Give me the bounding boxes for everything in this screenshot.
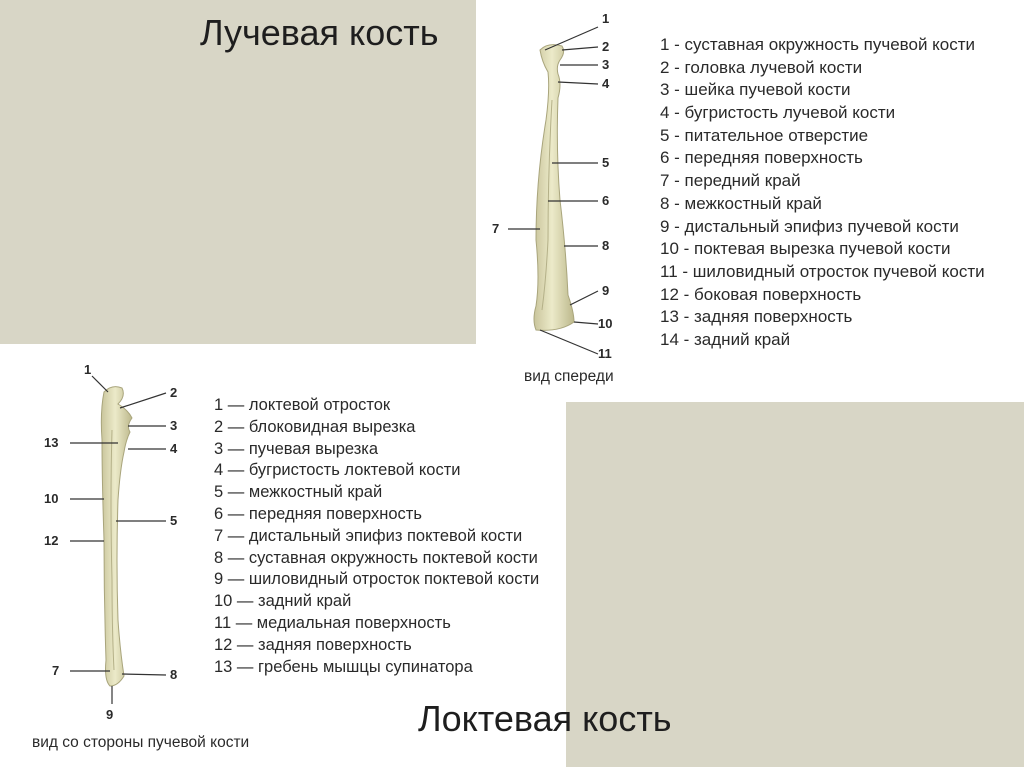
ulna-marker-5: 5 [170, 513, 178, 528]
radius-view-caption: вид спереди [524, 368, 614, 385]
radius-legend-item: 6 - передняя поверхность [660, 148, 863, 168]
radius-marker-10: 10 [598, 316, 613, 331]
radius-marker-8: 8 [602, 238, 610, 253]
radius-marker-7: 7 [492, 221, 500, 236]
ulna-legend-item: 5 — межкостный край [214, 483, 383, 502]
ulna-marker-1: 1 [84, 362, 92, 377]
ulna-legend-item: 3 — пучевая вырезка [214, 439, 379, 458]
radius-title: Лучевая кость [200, 12, 439, 53]
radius-legend-item: 5 - питательное отверстие [660, 125, 869, 145]
radius-marker-2: 2 [602, 39, 610, 54]
ulna-legend-item: 11 — медиальная поверхность [214, 613, 451, 632]
ulna-legend-item: 2 — блоковидная вырезка [214, 417, 416, 436]
ulna-marker-2: 2 [170, 385, 178, 400]
ulna-marker-13: 13 [44, 435, 59, 450]
ulna-legend-item: 6 — передняя поверхность [214, 504, 422, 523]
radius-legend-item: 14 - задний край [660, 329, 791, 349]
radius-legend-item: 4 - бугристость лучевой кости [660, 103, 896, 123]
radius-legend-item: 8 - межкостный край [660, 193, 822, 213]
radius-legend-item: 9 - дистальный эпифиз пучевой кости [660, 216, 959, 236]
ulna-legend-item: 9 — шиловидный отросток поктевой кости [214, 570, 540, 589]
ulna-legend-item: 4 — бугристость локтевой кости [214, 461, 461, 480]
ulna-legend-item: 12 — задняя поверхность [214, 635, 412, 654]
radius-legend-item: 1 - суставная окружность пучевой кости [660, 35, 976, 54]
ulna-legend-item: 8 — суставная окружность поктевой кости [214, 548, 538, 567]
radius-marker-3: 3 [602, 57, 610, 72]
ulna-view-caption: вид со стороны пучевой кости [32, 734, 250, 751]
radius-marker-1: 1 [602, 11, 610, 26]
ulna-bone-illustration [101, 387, 132, 686]
ulna-legend-item: 13 — гребень мышцы супинатора [214, 657, 473, 676]
ulna-title: Локтевая кость [418, 698, 672, 739]
ulna-legend-item: 7 — дистальный эпифиз поктевой кости [214, 526, 523, 545]
ulna-marker-9: 9 [106, 707, 114, 722]
radius-bone-illustration [534, 45, 574, 331]
ulna-marker-3: 3 [170, 418, 178, 433]
ulna-marker-12: 12 [44, 533, 59, 548]
radius-legend-item: 13 - задняя поверхность [660, 307, 853, 327]
radius-legend-item: 10 - поктевая вырезка пучевой кости [660, 239, 951, 259]
radius-legend-item: 11 - шиловидный отросток пучевой кости [660, 261, 985, 281]
radius-marker-4: 4 [602, 76, 610, 91]
radius-legend-item: 2 - головка лучевой кости [660, 57, 863, 77]
ulna-marker-4: 4 [170, 441, 178, 456]
radius-legend-item: 7 - передний край [660, 171, 801, 191]
ulna-legend [214, 395, 539, 678]
ulna-marker-7: 7 [52, 663, 60, 678]
radius-legend-item: 3 - шейка пучевой кости [660, 80, 851, 100]
radius-marker-9: 9 [602, 283, 610, 298]
ulna-marker-10: 10 [44, 491, 59, 506]
radius-legend [660, 34, 985, 352]
ulna-marker-8: 8 [170, 667, 178, 682]
radius-marker-6: 6 [602, 193, 610, 208]
ulna-legend-item: 1 — локтевой отросток [214, 396, 391, 414]
radius-legend-item: 12 - боковая поверхность [660, 284, 862, 304]
radius-marker-5: 5 [602, 155, 610, 170]
radius-marker-11: 11 [598, 346, 612, 361]
ulna-legend-item: 10 — задний край [214, 592, 352, 611]
